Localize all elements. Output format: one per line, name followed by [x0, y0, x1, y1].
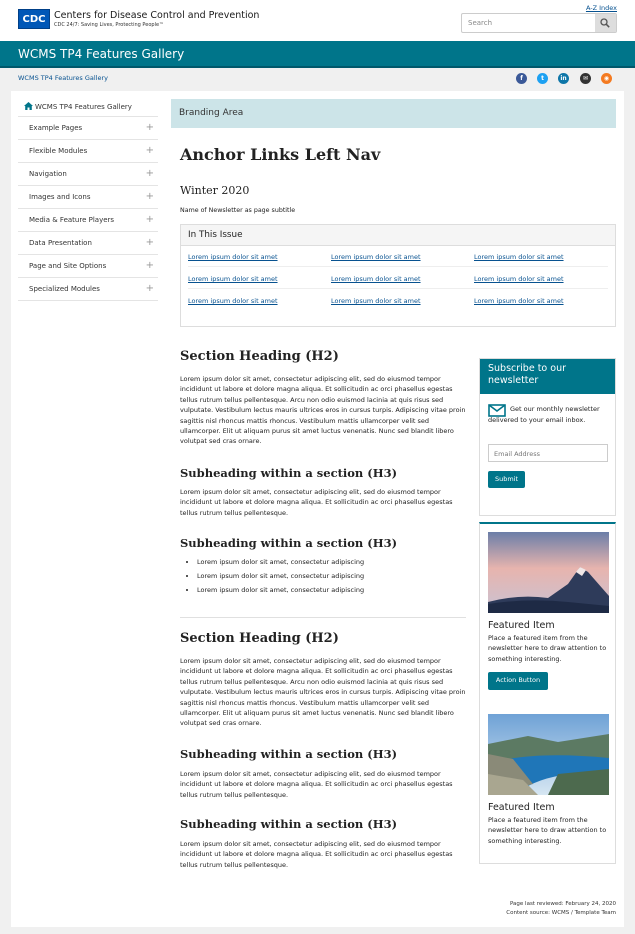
fjord-image[interactable]	[488, 714, 609, 795]
anchor-link[interactable]: Lorem ipsum dolor sit amet	[474, 253, 564, 261]
sidebar-item[interactable]	[18, 116, 158, 139]
subheading: Subheading within a section (H3)	[180, 817, 398, 831]
anchor-link[interactable]: Lorem ipsum dolor sit amet	[474, 297, 564, 305]
sidebar-item-label: Page and Site Options	[29, 262, 107, 270]
featured-card	[479, 522, 616, 864]
newsletter-issue: Winter 2020	[180, 184, 250, 197]
anchor-link[interactable]: Lorem ipsum dolor sit amet	[331, 253, 421, 261]
featured-title: Featured Item	[488, 802, 555, 813]
subheading: Subheading within a section (H3)	[180, 466, 398, 480]
org-tagline: CDC 24/7: Saving Lives, Protecting People™	[54, 22, 165, 28]
sidebar-item[interactable]	[18, 139, 158, 162]
main-content	[11, 91, 624, 927]
site-title[interactable]: WCMS TP4 Features Gallery	[18, 47, 185, 61]
featured-text: Place a featured item from the newsletter here to draw attention to something interesting.	[488, 634, 607, 663]
subscribe-text: Get our monthly newsletter delivered to your email inbox.	[488, 405, 600, 424]
subscribe-heading: Subscribe to our newsletter	[480, 359, 615, 394]
expand-icon[interactable]: +	[145, 122, 154, 133]
subsection-paragraph: Lorem ipsum dolor sit amet, consectetur adipiscing elit, sed do eiusmod tempor incididunt ut labore et dolore magna aliqua. Et sollicitudin ac orci phasellus egestas tellus rutrum tellus pellentesque.	[180, 840, 453, 869]
expand-icon[interactable]: +	[145, 168, 154, 179]
featured-text: Place a featured item from the newsletter here to draw attention to something interesting.	[488, 816, 607, 845]
sidebar-item-label: Example Pages	[29, 124, 83, 132]
sidebar-item-label: Images and Icons	[29, 193, 91, 201]
linkedin-icon[interactable]: in	[558, 73, 569, 84]
section-paragraph: Lorem ipsum dolor sit amet, consectetur adipiscing elit, sed do eiusmod tempor incididunt ut labore et dolore magna aliqua. Et sollicitudin ac orci phasellus egestas tellus rutrum tellus pellentesque. Arcu non odio euismod lacinia at quis risus sed vulputate. Vestibulum lectus mauris ultrices eros in cursus turpis. Adipiscing vitae proin sagittis nisl rhoncus mattis rhoncus. Vestibulum mattis ullamcorper velit sed ullamcorper. Elit ut aliquam purus sit amet luctus venenatis. Nunc sed blandit libero volutpat sed cras ornare.	[180, 375, 466, 446]
expand-icon[interactable]: +	[145, 260, 154, 271]
branding-area	[171, 99, 616, 128]
anchor-link[interactable]: Lorem ipsum dolor sit amet	[331, 275, 421, 283]
expand-icon[interactable]: +	[145, 191, 154, 202]
email-icon[interactable]: ✉	[580, 73, 591, 84]
sidebar-item[interactable]	[18, 254, 158, 277]
cdc-logo[interactable]: CDC	[18, 9, 50, 29]
expand-icon[interactable]: +	[145, 145, 154, 156]
sidebar-item[interactable]	[18, 231, 158, 254]
breadcrumb-row	[0, 68, 635, 90]
expand-icon[interactable]: +	[145, 237, 154, 248]
email-placeholder: Email Address	[494, 450, 540, 458]
anchor-link[interactable]: Lorem ipsum dolor sit amet	[188, 297, 278, 305]
sidebar-item-label: Navigation	[29, 170, 67, 178]
newsletter-subtitle: Name of Newsletter as page subtitle	[180, 207, 296, 214]
in-this-issue-header	[181, 225, 615, 246]
subsection-paragraph: Lorem ipsum dolor sit amet, consectetur adipiscing elit, sed do eiusmod tempor incididunt ut labore et dolore magna aliqua. Et sollicitudin ac orci phasellus egestas tellus rutrum tellus pellentesque.	[180, 770, 453, 799]
content-source: Content source: WCMS / Template Team	[506, 910, 616, 916]
email-field[interactable]	[488, 444, 608, 462]
org-name[interactable]: Centers for Disease Control and Prevention	[54, 10, 260, 21]
expand-icon[interactable]: +	[145, 283, 154, 294]
submit-button[interactable]: Submit	[488, 471, 525, 488]
list-item: • Lorem ipsum dolor sit amet, consectetur adipiscing	[197, 586, 364, 600]
branding-label: Branding Area	[179, 108, 244, 118]
az-index-link[interactable]: A-Z Index	[585, 4, 617, 12]
action-button[interactable]: Action Button	[488, 672, 548, 690]
anchor-link[interactable]: Lorem ipsum dolor sit amet	[188, 275, 278, 283]
nav-home[interactable]	[18, 98, 158, 116]
search-input[interactable]: Search	[468, 19, 493, 27]
sidebar-item-label: Data Presentation	[29, 239, 92, 247]
breadcrumb[interactable]: WCMS TP4 Features Gallery	[18, 74, 109, 82]
mountain-sunset-image[interactable]	[488, 532, 609, 613]
anchor-link[interactable]: Lorem ipsum dolor sit amet	[474, 275, 564, 283]
home-icon	[24, 102, 33, 110]
nav-divider	[18, 300, 158, 301]
in-this-issue-heading: In This Issue	[188, 230, 243, 240]
sidebar-item[interactable]	[18, 208, 158, 231]
expand-icon[interactable]: +	[145, 214, 154, 225]
sidebar-item[interactable]	[18, 162, 158, 185]
subscribe-card	[479, 358, 616, 516]
site-header	[0, 0, 635, 41]
search-box[interactable]	[461, 13, 617, 33]
sidebar-item[interactable]	[18, 277, 158, 300]
sidebar-item[interactable]	[18, 185, 158, 208]
section-heading: Section Heading (H2)	[180, 349, 339, 364]
section-divider	[180, 617, 466, 618]
row-divider	[188, 266, 608, 267]
in-this-issue	[180, 224, 616, 327]
sidebar-item-label: Flexible Modules	[29, 147, 88, 155]
site-title-bar	[0, 41, 635, 68]
twitter-icon[interactable]: t	[537, 73, 548, 84]
sidebar-item-label: Specialized Modules	[29, 285, 100, 293]
page-title: Anchor Links Left Nav	[180, 145, 381, 164]
facebook-icon[interactable]: f	[516, 73, 527, 84]
nav-home-label: WCMS TP4 Features Gallery	[35, 103, 132, 111]
list-item: • Lorem ipsum dolor sit amet, consectetur adipiscing	[197, 572, 364, 586]
subsection-paragraph: Lorem ipsum dolor sit amet, consectetur adipiscing elit, sed do eiusmod tempor incididunt ut labore et dolore magna aliqua. Et sollicitudin ac orci phasellus egestas tellus rutrum tellus pellentesque.	[180, 488, 453, 517]
search-icon	[600, 18, 610, 28]
anchor-link[interactable]: Lorem ipsum dolor sit amet	[188, 253, 278, 261]
subheading: Subheading within a section (H3)	[180, 747, 398, 761]
section-paragraph: Lorem ipsum dolor sit amet, consectetur adipiscing elit, sed do eiusmod tempor incididunt ut labore et dolore magna aliqua. Et sollicitudin ac orci phasellus egestas tellus rutrum tellus pellentesque. Arcu non odio euismod lacinia at quis risus sed vulputate. Vestibulum lectus mauris ultrices eros in cursus turpis. Adipiscing vitae proin sagittis nisl rhoncus mattis rhoncus. Vestibulum mattis ullamcorper velit sed ullamcorper. Elit ut aliquam purus sit amet luctus venenatis. Nunc sed blandit libero volutpat sed cras ornare.	[180, 657, 466, 728]
sidebar-item-label: Media & Feature Players	[29, 216, 115, 224]
list-item: • Lorem ipsum dolor sit amet, consectetur adipiscing	[197, 558, 364, 572]
syndicate-icon[interactable]: ◉	[601, 73, 612, 84]
featured-title: Featured Item	[488, 620, 555, 631]
page-reviewed-date: Page last reviewed: February 24, 2020	[509, 901, 616, 907]
row-divider	[188, 288, 608, 289]
subheading: Subheading within a section (H3)	[180, 536, 398, 550]
search-button[interactable]	[595, 14, 616, 32]
section-heading: Section Heading (H2)	[180, 631, 339, 646]
bullet-list	[197, 558, 364, 600]
left-nav	[18, 98, 158, 301]
anchor-link[interactable]: Lorem ipsum dolor sit amet	[331, 297, 421, 305]
